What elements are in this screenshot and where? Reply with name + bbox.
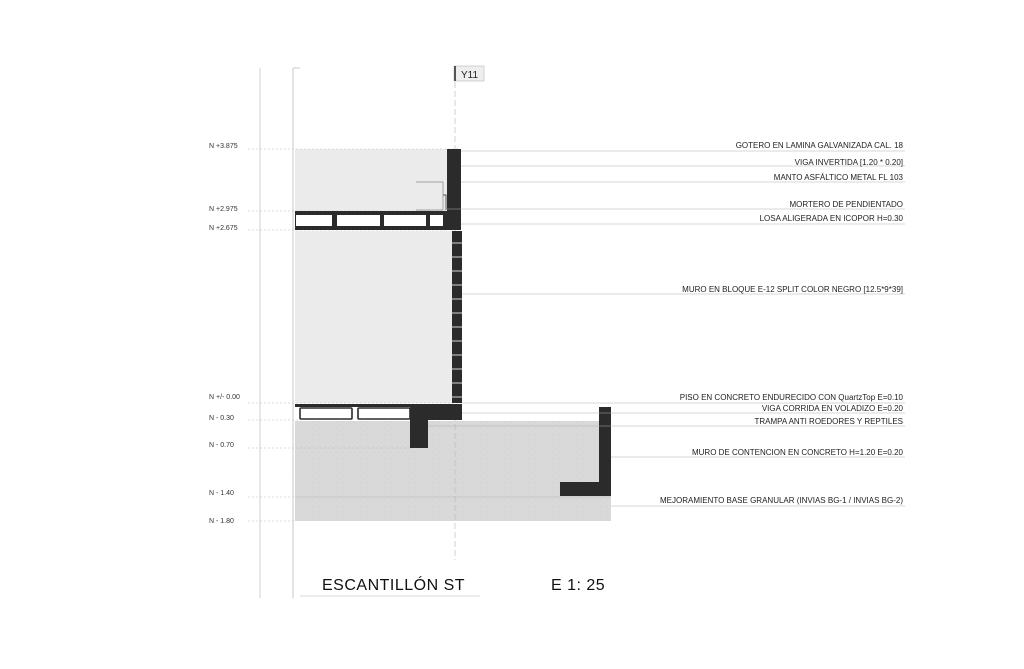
level-label: N +2.975 bbox=[209, 206, 238, 213]
annotation-viga-corrida: VIGA CORRIDA EN VOLADIZO E=0.20 bbox=[761, 404, 903, 413]
muro-contencion-zapata bbox=[560, 482, 611, 496]
viga-invertida bbox=[447, 149, 461, 230]
muro-bloque bbox=[452, 231, 462, 403]
level-label: N +2.675 bbox=[209, 225, 238, 232]
level-label: N - 0.30 bbox=[209, 415, 234, 422]
annotation-trampa: TRAMPA ANTI ROEDORES Y REPTILES bbox=[754, 417, 903, 426]
annotation-manto-asfaltico: MANTO ASFÁLTICO METAL FL 103 bbox=[773, 173, 903, 182]
level-label: N - 0.70 bbox=[209, 442, 234, 449]
annotation-labels bbox=[660, 141, 904, 505]
annotation-mejoramiento: MEJORAMIENTO BASE GRANULAR (INVIAS BG-1 / INVIAS BG-2) bbox=[659, 496, 903, 505]
level-label: N - 1.80 bbox=[209, 518, 234, 525]
annotation-mortero: MORTERO DE PENDIENTADO bbox=[789, 200, 903, 209]
level-labels bbox=[209, 143, 240, 525]
annotation-muro-bloque: MURO EN BLOQUE E-12 SPLIT COLOR NEGRO [12.5*9*39] bbox=[682, 285, 903, 294]
annotation-viga-invertida: VIGA INVERTIDA [1.20 * 0.20] bbox=[794, 158, 903, 167]
drawing-title: ESCANTILLÓN ST bbox=[322, 577, 466, 594]
level-label: N +3.875 bbox=[209, 143, 238, 150]
annotation-gotero: GOTERO EN LAMINA GALVANIZADA CAL. 18 bbox=[735, 141, 903, 150]
level-label: N +/- 0.00 bbox=[209, 394, 240, 401]
annotation-muro-contencion: MURO DE CONTENCION EN CONCRETO H=1.20 E=0.20 bbox=[691, 448, 903, 457]
level-label: N - 1.40 bbox=[209, 490, 234, 497]
viga-corrida-voladizo bbox=[410, 404, 462, 420]
ground-fill bbox=[295, 421, 611, 521]
trampa-anti-roedores bbox=[410, 418, 428, 448]
interior-fill-upper bbox=[295, 149, 447, 211]
drawing-scale: E 1: 25 bbox=[551, 577, 606, 594]
axis-y11-label: Y11 bbox=[461, 70, 479, 81]
annotation-piso: PISO EN CONCRETO ENDURECIDO CON QuartzTop E=0.10 bbox=[679, 393, 903, 402]
roof-slab bbox=[295, 211, 447, 230]
annotation-losa: LOSA ALIGERADA EN ICOPOR H=0.30 bbox=[759, 214, 903, 223]
interior-fill-wall bbox=[295, 231, 452, 403]
